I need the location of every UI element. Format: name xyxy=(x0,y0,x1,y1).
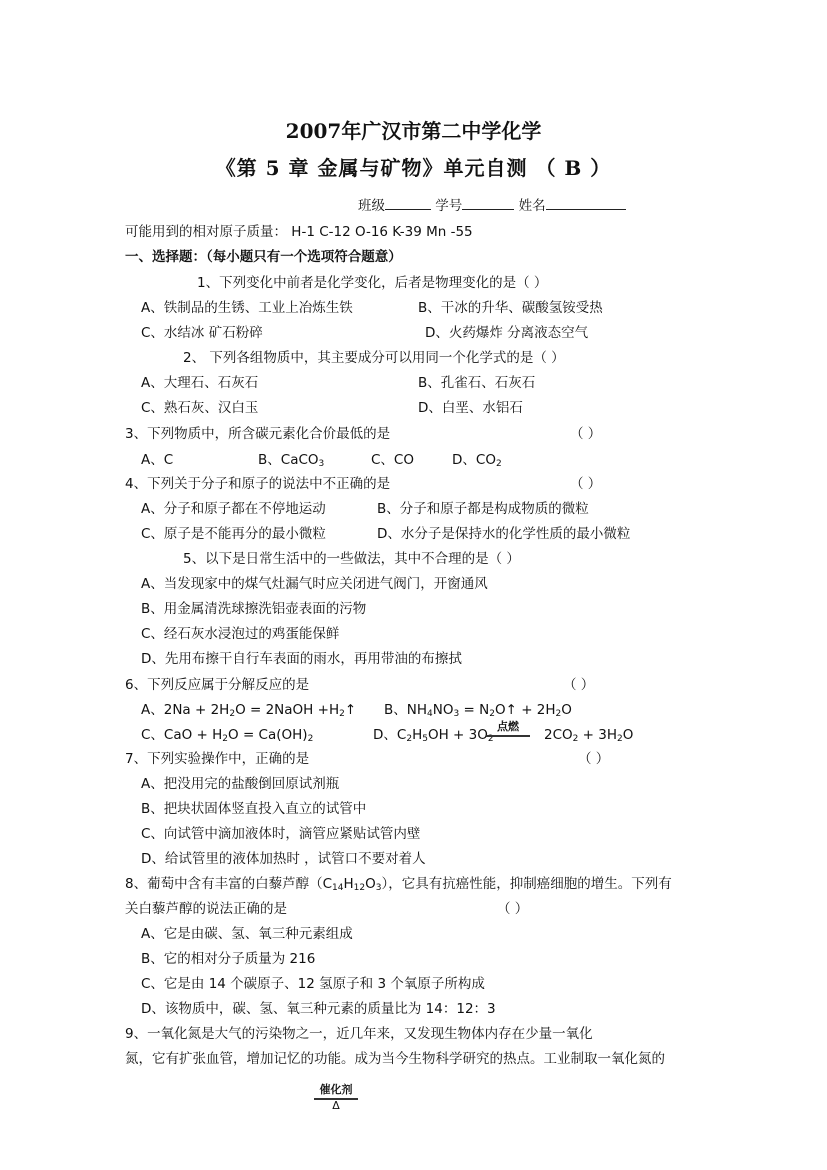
question-8-stem-cont: 关白藜芦醇的说法正确的是 xyxy=(125,901,287,917)
name-label: 姓名 xyxy=(518,198,546,214)
q2-option-d: D、白垩、水铝石 xyxy=(418,400,523,416)
q5-option-c: C、经石灰水浸泡过的鸡蛋能保鲜 xyxy=(141,626,340,642)
number-field[interactable] xyxy=(462,195,514,210)
q6-option-d-left: D、$C_2H_5OH + 3O_2$ xyxy=(373,727,494,744)
q4-option-b: B、分子和原子都是构成物质的微粒 xyxy=(377,501,589,517)
q1-option-b: B、干冰的升华、碳酸氢铵受热 xyxy=(418,300,603,316)
question-6-stem: 6、下列反应属于分解反应的是 xyxy=(125,677,310,693)
q7-option-a: A、把没用完的盐酸倒回原试剂瓶 xyxy=(141,776,340,792)
q2-option-a: A、大理石、石灰石 xyxy=(141,375,259,391)
q6-option-a: A、$2Na + 2H_2O$ = 2NaOH $+H_2↑$ xyxy=(141,702,357,719)
atomic-mass-note: 可能用到的相对原子质量： H-1 C-12 O-16 K-39 Mn -55 xyxy=(125,224,473,240)
question-9-line-2: 氮，它有扩张血管，增加记忆的功能。成为当今生物科学研究的热点。工业制取一氧化氮的 xyxy=(125,1051,665,1067)
question-3-stem: 3、下列物质中，所含碳元素化合价最低的是 xyxy=(125,426,391,442)
question-2-stem: 2、 下列各组物质中，其主要成分可以用同一个化学式的是（ ） xyxy=(183,350,565,366)
q3-option-a: A、C xyxy=(141,452,174,468)
question-9-line-1: 9、一氧化氮是大气的污染物之一，近几年来，又发现生物体内存在少量一氧化 xyxy=(125,1026,593,1042)
q6-option-c: C、CaO + $H_2O = Ca(OH)_2$ xyxy=(141,727,314,744)
q7-option-b: B、把块状固体竖直投入直立的试管中 xyxy=(141,801,367,817)
q7-option-c: C、向试管中滴加液体时，滴管应紧贴试管内壁 xyxy=(141,826,421,842)
q5-option-d: D、先用布擦干自行车表面的雨水，再用带油的布擦拭 xyxy=(141,651,462,667)
q5-option-b: B、用金属清洗球擦洗铝壶表面的污物 xyxy=(141,601,367,617)
q6-ignite-condition: 点燃 xyxy=(486,718,530,737)
q6-option-d-right: $2CO_2 + 3H_2O$ xyxy=(544,727,634,744)
q8-option-a: A、它是由碳、氢、氧三种元素组成 xyxy=(141,926,353,942)
question-1-stem: 1、下列变化中前者是化学变化，后者是物理变化的是（ ） xyxy=(197,275,548,291)
name-field[interactable] xyxy=(546,195,626,210)
question-4-stem: 4、下列关于分子和原子的说法中不正确的是 xyxy=(125,476,391,492)
heat-symbol: Δ xyxy=(332,1099,340,1112)
q2-option-b: B、孔雀石、石灰石 xyxy=(418,375,536,391)
section-heading: 一、选择题：（每小题只有一个选项符合题意） xyxy=(125,249,402,265)
q8-option-c: C、它是由 14 个碳原子、12 氢原子和 3 个氧原子所构成 xyxy=(141,976,485,992)
q9-catalyst-condition: 催化剂 Δ xyxy=(314,1081,358,1112)
q3-answer-paren: （ ） xyxy=(570,426,602,442)
q7-option-d: D、给试管里的液体加热时 ，试管口不要对着人 xyxy=(141,851,426,867)
q2-option-c: C、熟石灰、汉白玉 xyxy=(141,400,259,416)
q6-option-b: B、$NH_4NO_3$ = $N_2O↑ + 2H_2O$ xyxy=(384,702,572,719)
question-5-stem: 5、以下是日常生活中的一些做法，其中不合理的是（ ） xyxy=(183,551,520,567)
page-title: 2007年广汉市第二中学化学 xyxy=(285,119,542,143)
q8-option-b: B、它的相对分子质量为 216 xyxy=(141,951,316,967)
q3-option-c: C、CO xyxy=(371,452,414,468)
q7-answer-paren: （ ） xyxy=(578,751,610,767)
q6-answer-paren: （ ） xyxy=(563,677,595,693)
student-info xyxy=(358,195,626,215)
q4-option-d: D、水分子是保持水的化学性质的最小微粒 xyxy=(377,526,631,542)
question-8-stem: 8、葡萄中含有丰富的白藜芦醇$(C_{14}H_{12}O_3)$，它具有抗癌性能，抑制癌细胞的增生。下列有 xyxy=(125,876,672,893)
class-label: 班级 xyxy=(358,198,385,214)
q3-option-b: B、CaCO$_3$ xyxy=(258,452,325,469)
q4-answer-paren: （ ） xyxy=(570,476,602,492)
q3-option-d: D、$CO_2$ xyxy=(452,452,502,469)
question-7-stem: 7、下列实验操作中，正确的是 xyxy=(125,751,310,767)
q1-option-a: A、铁制品的生锈、工业上冶炼生铁 xyxy=(141,300,353,316)
q4-option-a: A、分子和原子都在不停地运动 xyxy=(141,501,326,517)
q5-option-a: A、当发现家中的煤气灶漏气时应关闭进气阀门，开窗通风 xyxy=(141,576,488,592)
q8-answer-paren: （ ） xyxy=(497,901,529,917)
q1-option-d: D、火药爆炸 分离液态空气 xyxy=(425,325,589,341)
number-label: 学号 xyxy=(435,198,463,214)
class-field[interactable] xyxy=(385,195,431,210)
q1-option-c: C、水结冰 矿石粉碎 xyxy=(141,325,263,341)
q4-option-c: C、原子是不能再分的最小微粒 xyxy=(141,526,326,542)
q8-option-d: D、该物质中，碳、氢、氧三种元素的质量比为 14：12：3 xyxy=(141,1001,496,1017)
page-subtitle: 《第 5 章 金属与矿物》单元自测 （ B ） xyxy=(215,156,612,180)
